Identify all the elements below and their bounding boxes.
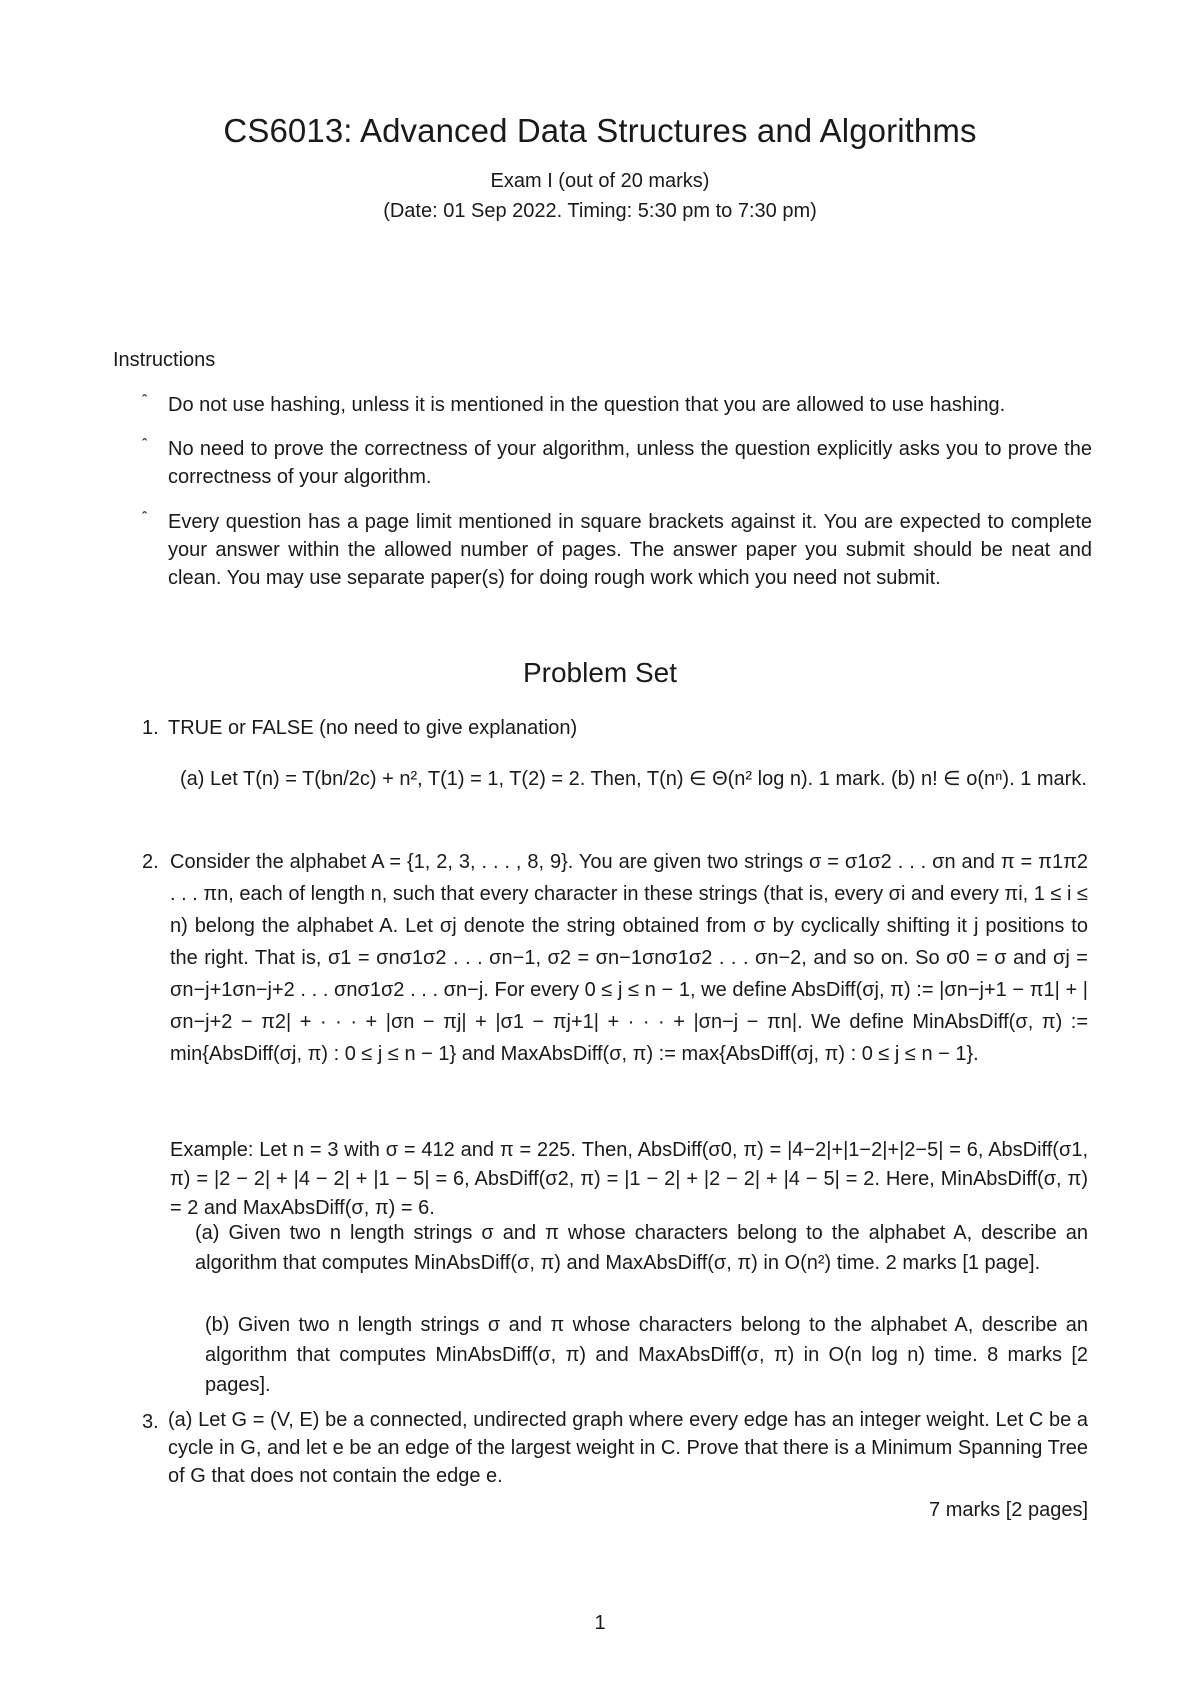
question-2-part-b: (b) Given two n length strings σ and π whose characters belong to the alphabet A, describe an algorithm that computes MinAbsDiff(σ, π) and MaxAbsDiff(σ, π) in O(n log n) time. 8 marks [2 pages]. [205, 1314, 1088, 1396]
question-2-example: Example: Let n = 3 with σ = 412 and π = 225. Then, AbsDiff(σ0, π) = |4−2|+|1−2|+|2−5| = 6, AbsDiff(σ1, π) = |2 − 2| + |4 − 2| + |1 − 5| = 6, AbsDiff(σ2, π) = |1 − 2| + |2 − 2| + |4 − 5| = 2. Here, MinAbsDiff(σ, π) = 2 and MaxAbsDiff(σ, π) = 6. [170, 1139, 1088, 1219]
bullet-glyph: ˆ [142, 437, 148, 454]
question-3-part-a: (a) Let G = (V, E) be a connected, undirected graph where every edge has an integer weight. Let C be a cycle in G, and let e be an edge of the largest weight in C. Prove that there is a Minimum Spanning Tree of G that does not contain the edge e. [168, 1409, 1088, 1487]
exam-date: (Date: 01 Sep 2022. Timing: 5:30 pm to 7:30 pm) [383, 200, 817, 222]
question-number: 1. [142, 717, 159, 739]
question-2-body: Consider the alphabet A = {1, 2, 3, . . . , 8, 9}. You are given two strings σ = σ1σ2 . . . σn and π = π1π2 . . . πn, each of length n, such that every character in these strings (that is, every σi and every πi, 1 ≤ i ≤ n) belong the alphabet A. Let σj denote the string obtained from σ by cyclically shifting it j positions to the right. That is, σ1 = σnσ1σ2 . . . σn−1, σ2 = σn−1σnσ1σ2 . . . σn−2, and so on. So σ0 = σ and σj = σn−j+1σn−j+2 . . . σnσ1σ2 . . . σn−j. For every 0 ≤ j ≤ n − 1, we define AbsDiff(σj, π) := |σn−j+1 − π1| + |σn−j+2 − π2| + · · · + |σn − πj| + |σ1 − πj+1| + · · · + |σn−j − πn|. We define MinAbsDiff(σ, π) := min{AbsDiff(σj, π) : 0 ≤ j ≤ n − 1} and MaxAbsDiff(σ, π) := max{AbsDiff(σj, π) : 0 ≤ j ≤ n − 1}. [170, 851, 1088, 1065]
instruction-text: Do not use hashing, unless it is mentioned in the question that you are allowed to use hashing. [168, 394, 1006, 416]
question-3-marks: 7 marks [2 pages] [929, 1499, 1088, 1521]
question-1-prompt: TRUE or FALSE (no need to give explanation) [168, 717, 578, 739]
question-2-part-a: (a) Given two n length strings σ and π whose characters belong to the alphabet A, describe an algorithm that computes MinAbsDiff(σ, π) and MaxAbsDiff(σ, π) in O(n²) time. 2 marks [1 page]. [195, 1222, 1088, 1274]
bullet-glyph: ˆ [142, 393, 148, 410]
instructions-heading: Instructions [113, 349, 216, 371]
instruction-text: No need to prove the correctness of your algorithm, unless the question explicitly asks you to prove the correctness of your algorithm. [168, 438, 1092, 488]
page-title: CS6013: Advanced Data Structures and Algorithms [223, 112, 977, 149]
instruction-item [142, 435, 1092, 491]
problem-set-heading: Problem Set [522, 657, 678, 688]
instruction-item [142, 508, 1092, 592]
instruction-text: Every question has a page limit mentioned in square brackets against it. You are expected to complete your answer within the allowed number of pages. The answer paper you submit should be neat and clean. You may use separate paper(s) for doing rough work which you need not submit. [168, 511, 1092, 589]
exam-subtitle: Exam I (out of 20 marks) [490, 170, 710, 192]
question-1-part-a: (a) Let T(n) = T(bn/2c) + n², T(1) = 1, T(2) = 2. Then, T(n) ∈ Θ(n² log n). 1 mark. (b) n! ∈ o(nⁿ). 1 mark. [180, 768, 1087, 790]
instruction-item [142, 391, 1092, 419]
question-number: 3. [142, 1411, 159, 1433]
page-number: 1 [594, 1612, 606, 1634]
bullet-glyph: ˆ [142, 510, 148, 527]
question-number: 2. [142, 851, 159, 873]
